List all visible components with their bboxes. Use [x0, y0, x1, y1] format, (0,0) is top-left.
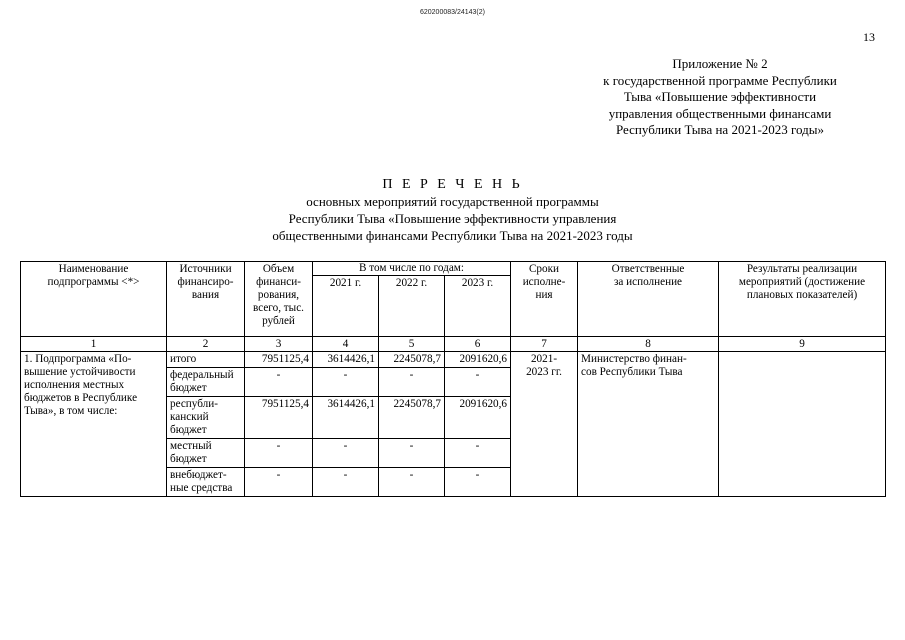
column-number: 4 — [313, 337, 379, 352]
table-row — [21, 352, 886, 368]
header-sources: Источники финансиро- вания — [167, 262, 245, 337]
total-cell: - — [245, 439, 313, 468]
header-name: Наименование подпрограммы <*> — [21, 262, 167, 337]
total-cell: - — [245, 368, 313, 397]
measures-table — [20, 261, 886, 497]
source-cell: итого — [167, 352, 245, 368]
title-heading: П Е Р Е Ч Е Н Ь — [382, 177, 523, 192]
y2022-cell: - — [379, 468, 445, 497]
appendix-note — [560, 56, 880, 139]
y2023-cell: - — [445, 468, 511, 497]
column-number-row — [21, 337, 886, 352]
appendix-line: Республики Тыва на 2021-2023 годы» — [615, 122, 825, 137]
header-responsible: Ответственные за исполнение — [578, 262, 719, 337]
source-cell: федеральный бюджет — [167, 368, 245, 397]
appendix-line: управления общественными финансами — [608, 105, 832, 121]
y2021-cell: - — [313, 439, 379, 468]
subprogram-name: 1. Подпрограмма «По- вышение устойчивости исполнения местных бюджетов в Республике Тыва», в том числе: — [21, 352, 167, 497]
y2022-cell: - — [379, 439, 445, 468]
appendix-line: к государственной программе Республики — [603, 72, 837, 88]
y2023-cell: - — [445, 368, 511, 397]
y2021-cell: - — [313, 368, 379, 397]
header-results: Результаты реализации мероприятий (достижение плановых показателей) — [719, 262, 886, 337]
results-cell — [719, 352, 886, 497]
header-year-2022: 2022 г. — [379, 276, 445, 337]
header-terms: Сроки исполне- ния — [511, 262, 578, 337]
y2023-cell: - — [445, 439, 511, 468]
y2022-cell: 2245078,7 — [379, 352, 445, 368]
responsible-cell: Министерство финан- сов Республики Тыва — [578, 352, 719, 497]
column-number: 6 — [445, 337, 511, 352]
y2023-cell: 2091620,6 — [445, 352, 511, 368]
source-cell: местный бюджет — [167, 439, 245, 468]
y2021-cell: 3614426,1 — [313, 397, 379, 439]
y2021-cell: - — [313, 468, 379, 497]
terms-cell: 2021- 2023 гг. — [511, 352, 578, 497]
column-number: 3 — [245, 337, 313, 352]
total-cell: 7951125,4 — [245, 397, 313, 439]
column-number: 5 — [379, 337, 445, 352]
column-number: 1 — [21, 337, 167, 352]
header-year-2021: 2021 г. — [313, 276, 379, 337]
column-number: 8 — [578, 337, 719, 352]
y2023-cell: 2091620,6 — [445, 397, 511, 439]
appendix-line: Приложение № 2 — [672, 56, 768, 71]
y2022-cell: 2245078,7 — [379, 397, 445, 439]
column-number: 2 — [167, 337, 245, 352]
title-line: Республики Тыва «Повышение эффективности управления — [288, 211, 617, 226]
y2021-cell: 3614426,1 — [313, 352, 379, 368]
source-cell: республи- канский бюджет — [167, 397, 245, 439]
y2022-cell: - — [379, 368, 445, 397]
column-number: 7 — [511, 337, 578, 352]
title-line: основных мероприятий государственной программы — [306, 194, 599, 209]
document-id: 620200083/24143(2) — [419, 9, 485, 16]
column-number: 9 — [719, 337, 886, 352]
header-row — [21, 262, 886, 276]
page-number: 13 — [863, 30, 875, 44]
header-year-2023: 2023 г. — [445, 276, 511, 337]
header-by-years: В том числе по годам: — [313, 262, 511, 276]
title-line: общественными финансами Республики Тыва на 2021-2023 годы — [272, 228, 633, 243]
appendix-line: Тыва «Повышение эффективности — [623, 89, 817, 104]
total-cell: - — [245, 468, 313, 497]
document-title — [0, 176, 905, 244]
total-cell: 7951125,4 — [245, 352, 313, 368]
source-cell: внебюджет- ные средства — [167, 468, 245, 497]
header-volume: Объем финанси- рования, всего, тыс. рублей — [245, 262, 313, 337]
